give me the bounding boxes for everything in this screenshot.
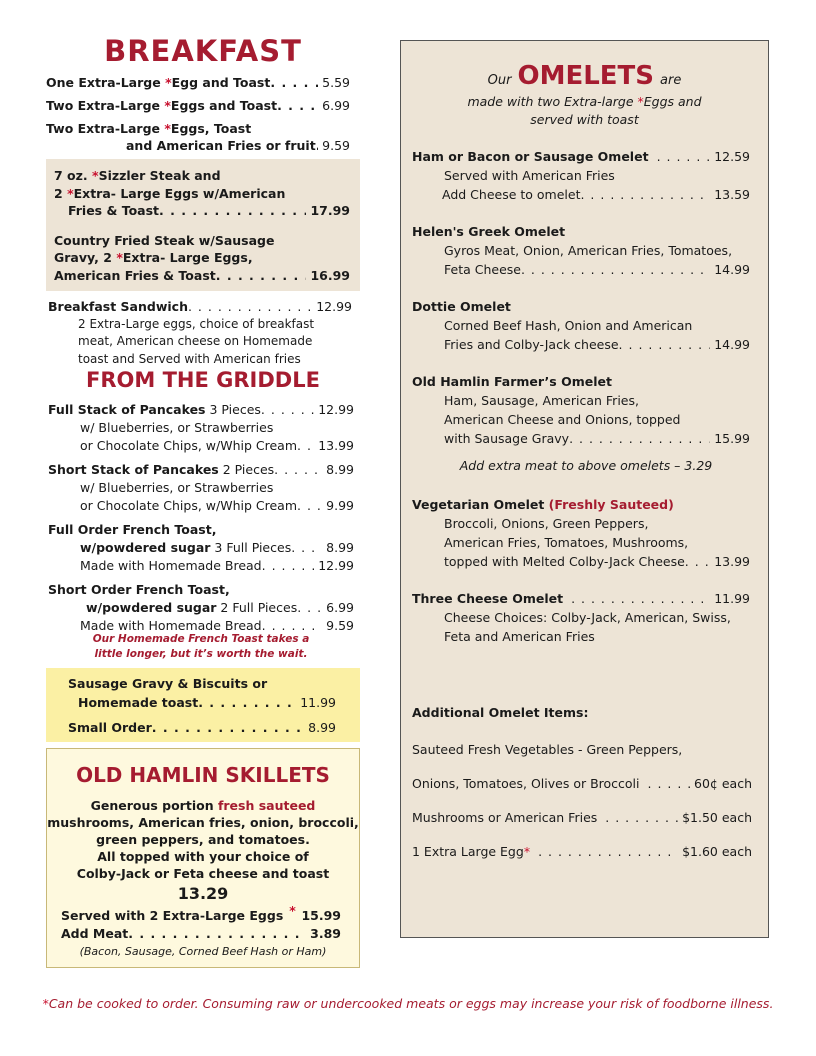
ham-bacon-sausage-omelet-item: Ham or Bacon or Sausage Omelet . . . 12.59 Served with American Fries Add Cheese to omelet . . . 13.59 (412, 147, 750, 204)
omelets-box (400, 40, 769, 938)
greek-omelet-item: Helen's Greek Omelet Gyros Meat, Onion, American Fries, Tomatoes, Feta Cheese . . . 14.99 (412, 222, 750, 279)
farmers-omelet-item: Old Hamlin Farmer’s Omelet Ham, Sausage, American Fries, American Cheese and Onions, topped with Sausage Gravy . . . 15.99 (412, 372, 750, 448)
short-stack-pancakes-item: Short Stack of Pancakes 2 Pieces . . . 8.99 w/ Blueberries, or Strawberries or Chocolate Chips, w/Whip Cream . . . 9.99 (48, 461, 354, 515)
skillets-meat-choices: (Bacon, Sausage, Corned Beef Hash or Ham) (79, 945, 327, 958)
omelets-subtitle: made with two Extra-large *Eggs and served with toast (467, 94, 702, 127)
additional-heading: Additional Omelet Items: (412, 705, 589, 720)
breakfast-title: BREAKFAST (104, 34, 302, 68)
food-safety-disclaimer: *Can be cooked to order. Consuming raw or undercooked meats or eggs may increase your risk of foodborne illness. (42, 996, 774, 1011)
country-fried-steak-item: Country Fried Steak w/Sausage Gravy, 2 *Extra- Large Eggs, American Fries & Toast . . . 16.99 (54, 232, 350, 285)
skillets-box (46, 748, 360, 968)
breakfast-item: Two Extra-Large *Eggs and Toast . . . 6.99 (46, 97, 350, 114)
breakfast-item: Two Extra-Large *Eggs, Toast and American Fries or fruit . . . 9.59 (46, 120, 350, 154)
griddle-title: FROM THE GRIDDLE (86, 368, 320, 392)
short-order-french-toast-item: Short Order French Toast, w/powdered sugar 2 Full Pieces . . . 6.99 Made with Homemade Bread . . . 9.59 (48, 581, 354, 635)
full-order-french-toast-item: Full Order French Toast, w/powdered sugar 3 Full Pieces . . . 8.99 Made with Homemade Bread . . . 12.99 (48, 521, 354, 575)
omelets-header: Our OMELETS are (487, 61, 682, 91)
additional-item: Mushrooms or American Fries . . . $1.50 each (412, 808, 752, 827)
additional-item: Onions, Tomatoes, Olives or Broccoli . . . 60¢ each (412, 774, 752, 793)
extra-meat-note: Add extra meat to above omelets – 3.29 (459, 458, 713, 473)
steak-specials-box (46, 159, 360, 291)
full-stack-pancakes-item: Full Stack of Pancakes 3 Pieces . . . 12.99 w/ Blueberries, or Strawberries or Chocolate Chips, w/Whip Cream . . . 13.99 (48, 401, 354, 455)
sausage-gravy-item: Sausage Gravy & Biscuits or Homemade toast . . . 11.99 (68, 674, 336, 712)
omelet-list (412, 147, 750, 664)
three-cheese-omelet-item: Three Cheese Omelet . . . 11.99 Cheese Choices: Colby-Jack, American, Swiss, Feta and American Fries (412, 589, 750, 646)
additional-omelet-items (412, 703, 752, 876)
vegetarian-omelet-item: Vegetarian Omelet (Freshly Sauteed) Broccoli, Onions, Green Peppers, American Fries, Tomatoes, Mushrooms, topped with Melted Colby-Jack Cheese . . . 13.99 (412, 495, 750, 571)
french-toast-note: Our Homemade French Toast takes a little longer, but it’s worth the wait. (92, 633, 310, 660)
dottie-omelet-item: Dottie Omelet Corned Beef Hash, Onion and American Fries and Colby-Jack cheese . . . 14.99 (412, 297, 750, 354)
sausage-gravy-box (46, 668, 360, 742)
small-order-item: Small Order . . . 8.99 (68, 718, 336, 737)
griddle-items (48, 401, 354, 641)
breakfast-sandwich-item: Breakfast Sandwich . . . 12.99 2 Extra-Large eggs, choice of breakfast meat, American cheese on Homemade toast and Served with American fries (48, 298, 352, 368)
breakfast-item: One Extra-Large *Egg and Toast . . . 5.59 (46, 74, 350, 91)
additional-item: 1 Extra Large Egg * . . . $1.60 each (412, 842, 752, 861)
additional-item: Sauteed Fresh Vegetables - Green Peppers, (412, 742, 683, 757)
skillets-title: OLD HAMLIN SKILLETS (76, 763, 330, 787)
sizzler-steak-item: 7 oz. *Sizzler Steak and 2 *Extra- Large Eggs w/American Fries & Toast . . . 17.99 (54, 167, 350, 220)
skillets-price: 13.29 (177, 884, 229, 903)
breakfast-items (46, 74, 350, 160)
omelets-title: OMELETS (517, 61, 655, 91)
skillets-description: Generous portion fresh sauteed mushrooms, American fries, onion, broccoli, green peppers, and tomatoes. All topped with your choice of Colby-Jack or Feta cheese and toast (47, 798, 359, 881)
skillets-options: Served with 2 Extra-Large Eggs * . . . 15.99 Add Meat . . . 3.89 (47, 903, 359, 943)
